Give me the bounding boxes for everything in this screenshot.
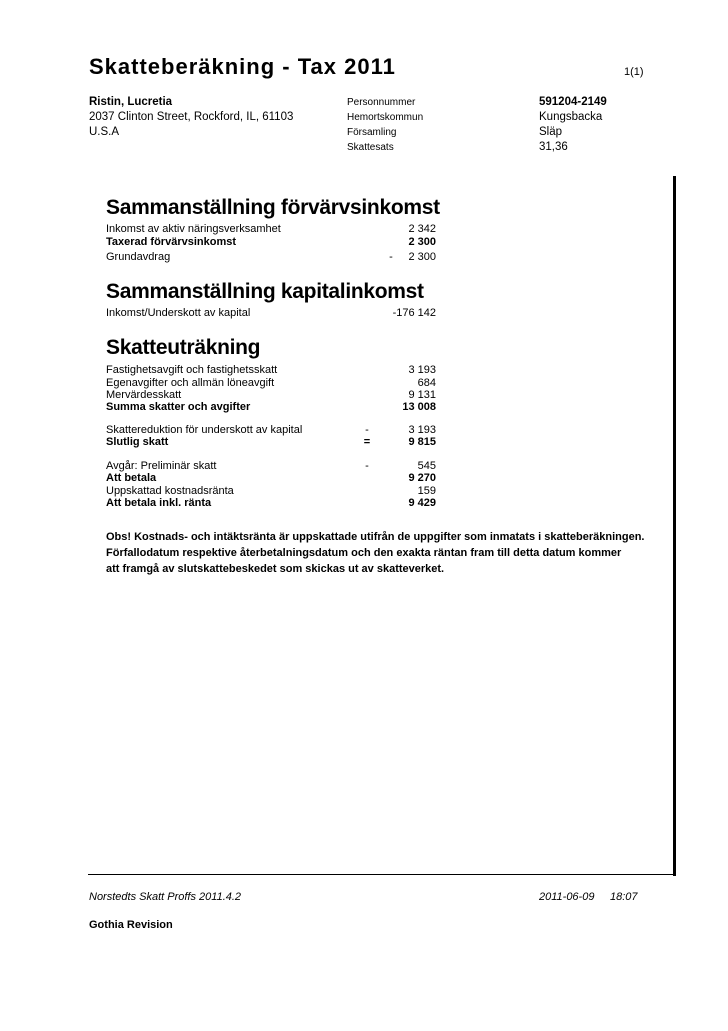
row-label: Att betala	[106, 472, 157, 484]
footer-divider	[88, 874, 676, 875]
row-label: Mervärdesskatt	[106, 389, 182, 401]
row-value: 2 300	[408, 236, 436, 248]
value-skattesats: 31,36	[539, 141, 568, 153]
row-value: 9 131	[408, 389, 436, 401]
taxpayer-name: Ristin, Lucretia	[89, 96, 173, 108]
section-title-kapitalinkomst: Sammanställning kapitalinkomst	[106, 280, 424, 303]
software-version: Norstedts Skatt Proffs 2011.4.2	[89, 891, 242, 903]
section-title-skatteutrakning: Skatteuträkning	[106, 336, 261, 359]
row-label: Uppskattad kostnadsränta	[106, 485, 234, 497]
print-time: 18:07	[610, 891, 638, 903]
print-date: 2011-06-09	[539, 891, 595, 903]
row-value: 9 429	[408, 497, 436, 509]
row-sign: -	[389, 251, 393, 263]
row-value: 159	[417, 485, 436, 497]
value-forsamling: Släp	[539, 126, 563, 138]
notice-line: Obs! Kostnads- och intäktsränta är uppskattade utifrån de uppgifter som inmatats i skatteberäkningen.	[106, 531, 645, 543]
label-forsamling: Församling	[347, 127, 397, 138]
table-row	[106, 497, 436, 511]
notice-line: Förfallodatum respektive återbetalningsdatum och den exakta räntan fram till detta datum kommer	[106, 547, 622, 559]
row-label: Att betala inkl. ränta	[106, 497, 212, 509]
row-label: Skattereduktion för underskott av kapital	[106, 424, 303, 436]
row-label: Avgår: Preliminär skatt	[106, 460, 217, 472]
table-row	[106, 436, 436, 450]
row-label: Taxerad förvärvsinkomst	[106, 236, 237, 248]
row-value: 13 008	[402, 401, 436, 413]
table-row	[106, 401, 436, 415]
row-sign: -	[365, 460, 369, 472]
table-row	[106, 472, 436, 486]
table-row	[106, 307, 436, 321]
label-personnummer: Personnummer	[347, 97, 416, 108]
taxpayer-address: 2037 Clinton Street, Rockford, IL, 61103	[89, 111, 294, 123]
row-label: Fastighetsavgift och fastighetsskatt	[106, 364, 278, 376]
document-title: Skatteberäkning - Tax 2011	[89, 54, 396, 79]
row-value: 3 193	[408, 364, 436, 376]
row-value: 2 342	[408, 223, 436, 235]
right-border-line	[673, 176, 676, 876]
row-label: Egenavgifter och allmän löneavgift	[106, 377, 275, 389]
row-value: 3 193	[408, 424, 436, 436]
table-row	[106, 223, 436, 237]
table-row	[106, 251, 436, 265]
section-title-forvarvsinkomst: Sammanställning förvärvsinkomst	[106, 196, 440, 219]
row-value: -176 142	[392, 307, 436, 319]
interest-notice	[106, 529, 666, 577]
page-number: 1(1)	[624, 66, 644, 78]
table-row	[106, 364, 436, 378]
row-value: 9 270	[408, 472, 436, 484]
value-personnummer: 591204-2149	[539, 96, 607, 108]
row-label: Inkomst/Underskott av kapital	[106, 307, 251, 319]
row-value: 9 815	[408, 436, 436, 448]
table-row	[106, 236, 436, 250]
value-hemortskommun: Kungsbacka	[539, 111, 603, 123]
company-name: Gothia Revision	[89, 919, 173, 931]
row-value: 684	[417, 377, 436, 389]
row-label: Grundavdrag	[106, 251, 171, 263]
notice-line: att framgå av slutskattebeskedet som skickas ut av skatteverket.	[106, 563, 445, 575]
row-value: 545	[417, 460, 436, 472]
taxpayer-country: U.S.A	[89, 126, 120, 138]
row-sign: =	[363, 436, 371, 448]
row-value: 2 300	[408, 251, 436, 263]
label-skattesats: Skattesats	[347, 142, 394, 153]
row-label: Summa skatter och avgifter	[106, 401, 251, 413]
row-sign: -	[365, 424, 369, 436]
label-hemortskommun: Hemortskommun	[347, 112, 424, 123]
row-label: Inkomst av aktiv näringsverksamhet	[106, 223, 281, 235]
row-label: Slutlig skatt	[106, 436, 169, 448]
